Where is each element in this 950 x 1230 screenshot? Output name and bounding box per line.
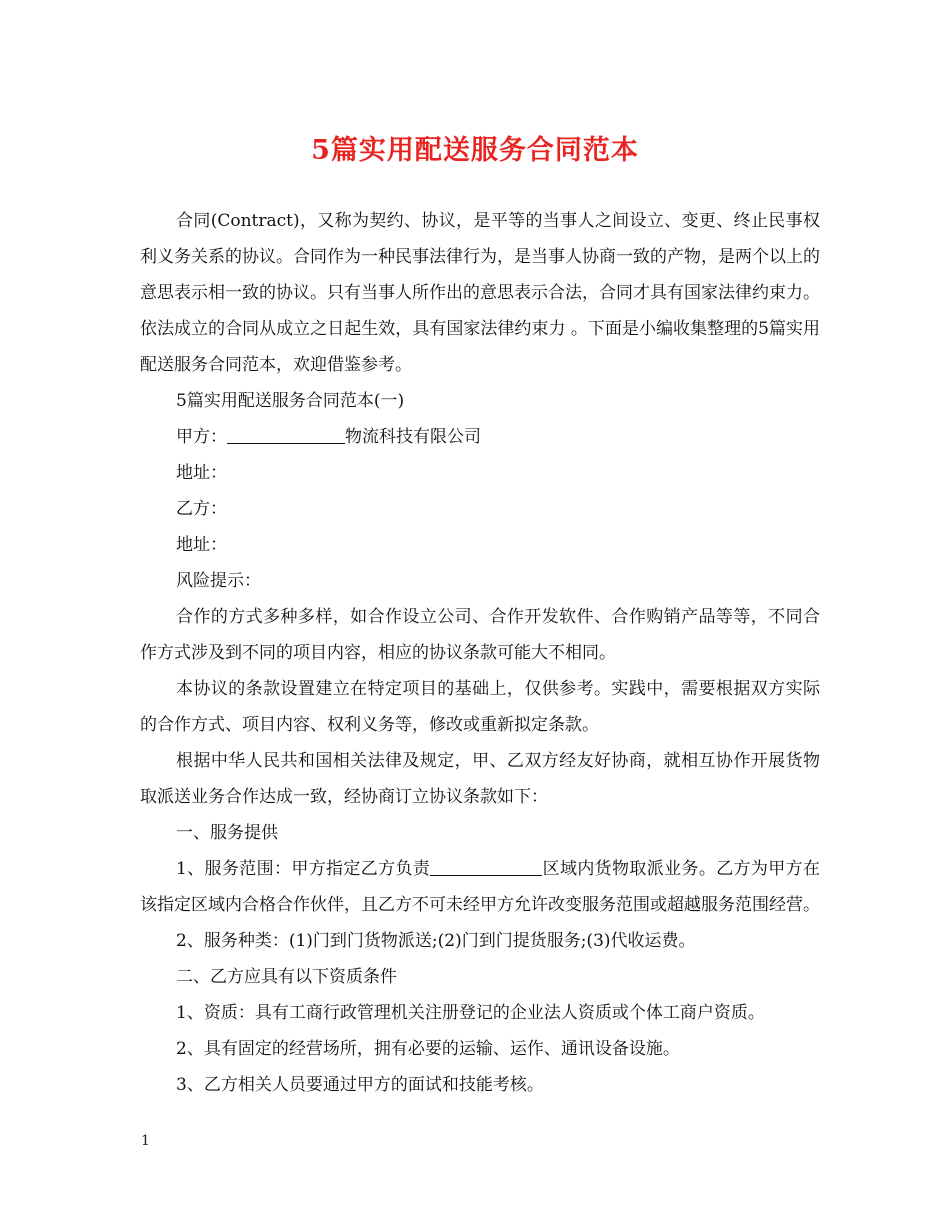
section-2-item-2: 2、具有固定的经营场所，拥有必要的运输、运作、通讯设备设施。 [176,1039,680,1059]
party-a-company: 物流科技有限公司 [345,427,481,447]
party-a-label: 甲方： [176,427,227,447]
risk-heading: 风险提示： [176,571,261,591]
section-1-heading: 一、服务提供 [176,823,278,843]
party-a-blank [227,425,345,444]
party-a-address: 地址： [176,463,227,483]
section-2-item-3: 3、乙方相关人员要通过甲方的面试和技能考核。 [176,1075,544,1095]
service-scope-prefix: 1、服务范围：甲方指定乙方负责 [176,859,431,879]
section-1-item-2: 2、服务种类：(1)门到门货物派送;(2)门到门提货服务;(3)代收运费。 [176,931,696,951]
section-1-item-1 [140,851,820,923]
section-2-heading: 二、乙方应具有以下资质条件 [176,967,397,987]
basis-paragraph: 根据中华人民共和国相关法律及规定，甲、乙双方经友好协商，就相互协作开展货物取派送业务合作达成一致，经协商订立协议条款如下： [140,751,820,807]
intro-paragraph: 合同(Contract)，又称为契约、协议，是平等的当事人之间设立、变更、终止民事权利义务关系的协议。合同作为一种民事法律行为，是当事人协商一致的产物，是两个以上的意思表示相一致的协议。只有当事人所作出的意思表示合法，合同才具有国家法律约束力。依法成立的合同从成立之日起生效，具有国家法律约束力 。下面是小编收集整理的5篇实用配送服务合同范本，欢迎借鉴参考。 [140,211,820,375]
section-2-item-1: 1、资质：具有工商行政管理机关注册登记的企业法人资质或个体工商户资质。 [176,1003,765,1023]
party-b-line: 乙方： [176,499,227,519]
page-number: 1 [141,1133,150,1149]
service-area-blank [430,857,542,876]
service-scope-suffix: 区域内货物取派业务。乙方为甲方在该指定区域内合格合作伙伴，且乙方不可未经甲方允许改变服务范围或超越服务范围经营。 [140,859,820,915]
party-b-address: 地址： [176,535,227,555]
risk-paragraph-1: 合作的方式多种多样，如合作设立公司、合作开发软件、合作购销产品等等，不同合作方式涉及到不同的项目内容，相应的协议条款可能大不相同。 [140,607,820,663]
contract-subtitle: 5篇实用配送服务合同范本(一) [176,391,405,411]
risk-paragraph-2: 本协议的条款设置建立在特定项目的基础上，仅供参考。实践中，需要根据双方实际的合作方式、项目内容、权利义务等，修改或重新拟定条款。 [140,679,820,735]
document-body [140,203,820,1103]
party-a-line [140,419,820,455]
document-title: 5篇实用配送服务合同范本 [311,135,639,166]
